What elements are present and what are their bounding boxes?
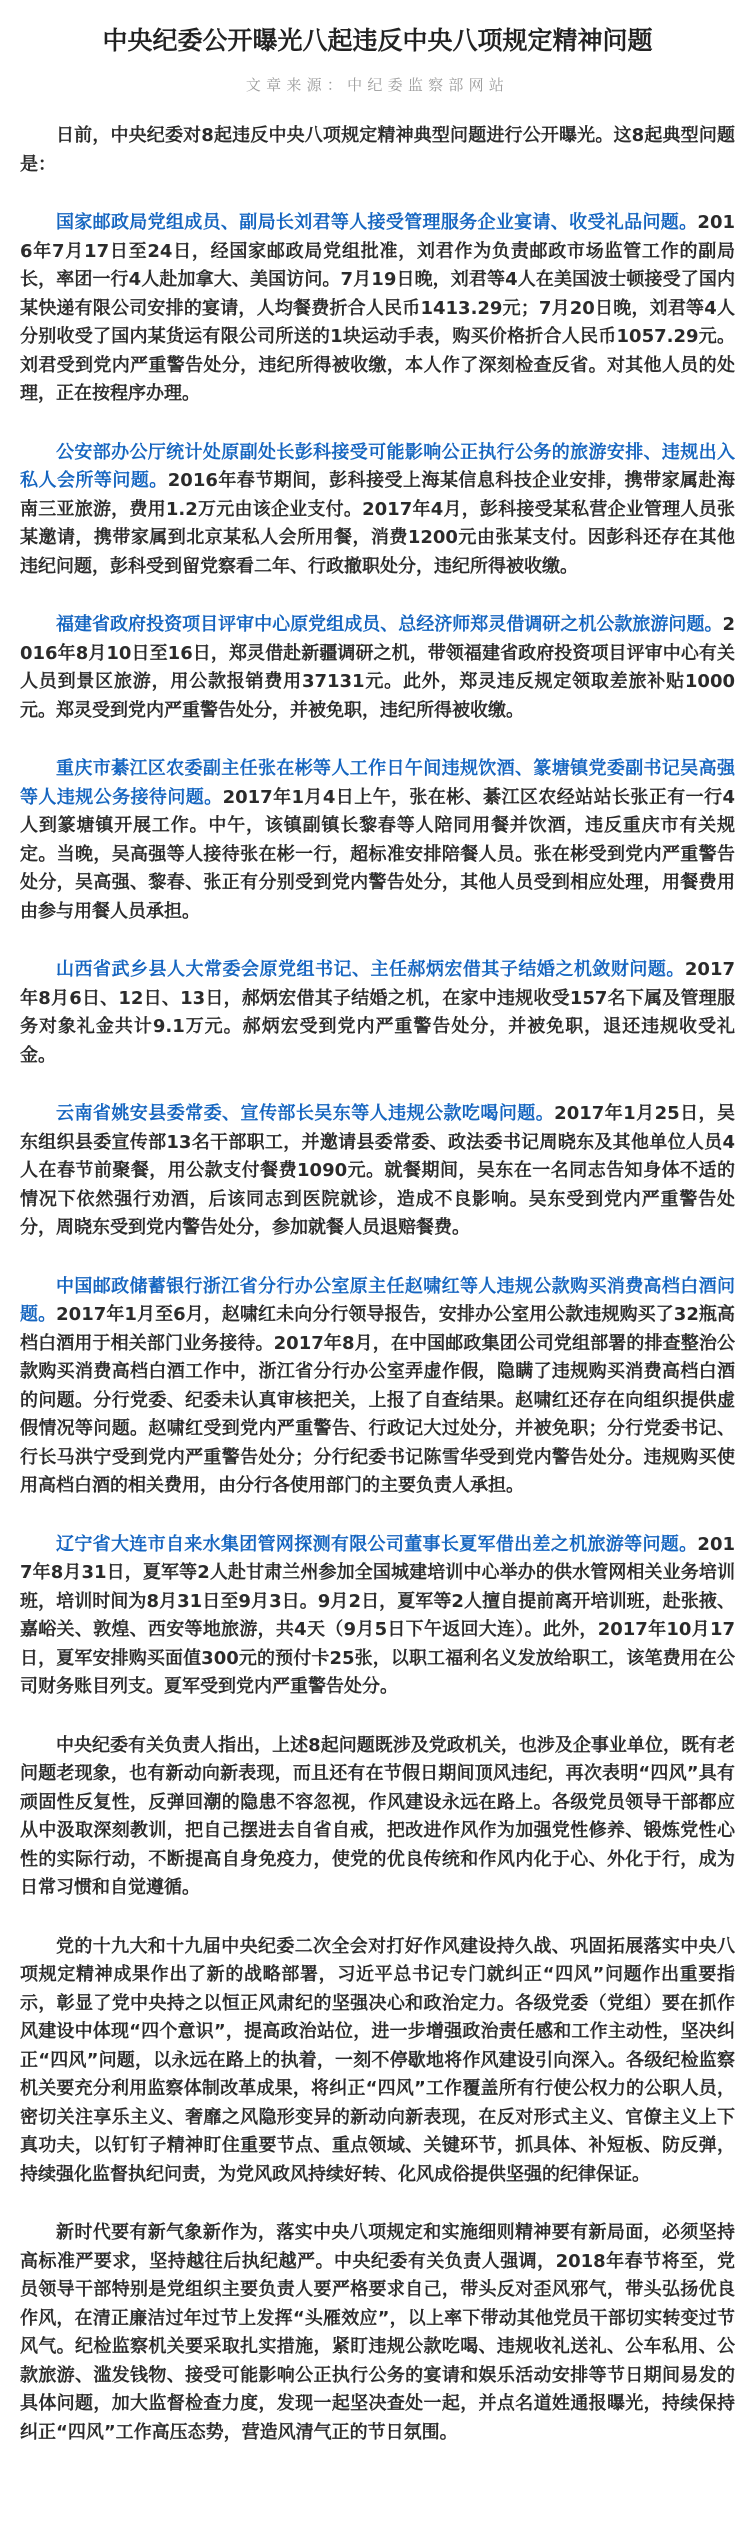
closing-paragraph: 党的十九大和十九届中央纪委二次全会对打好作风建设持久战、巩固拓展落实中央八项规定精神成果作出了新的战略部署，习近平总书记专门就纠正“四风”问题作出重要指示，彰显了党中央持之以恒正风肃纪的坚强决心和政治定力。各级党委（党组）要在抓作风建设中体现“四个意识”，提高政治站位，进一步增强政治责任感和工作主动性，坚决纠正“四风”问题，以永远在路上的执着，一刻不停歇地将作风建设引向深入。各级纪检监察机关要充分利用监察体制改革成果，将纠正“四风”工作覆盖所有行使公权力的公职人员，密切关注享乐主义、奢靡之风隐形变异的新动向新表现，在反对形式主义、官僚主义上下真功夫，以钉钉子精神盯住重要节点、重点领域、关键环节，抓具体、补短板、防反弹，持续强化监督执纪问责，为党风政风持续好转、化风成俗提供坚强的纪律保证。 bbox=[20, 1935, 735, 2185]
case-paragraph bbox=[20, 439, 735, 582]
case-3-body: 2016年8月10日至16日，郑灵借赴新疆调研之机，带领福建省政府投资项目评审中心有关人员到景区旅游，用公款报销费用37131元。此外，郑灵违反规定领取差旅补贴1000元。郑灵受到党内严重警告处分，并被免职，违纪所得被收缴。 bbox=[20, 614, 735, 721]
case-paragraph bbox=[20, 755, 735, 926]
article-source: 文章来源：中纪委监察部网站 bbox=[245, 76, 510, 94]
case-3-lead: 福建省政府投资项目评审中心原党组成员、总经济师郑灵借调研之机公款旅游问题。 bbox=[56, 614, 723, 635]
case-7-lead: 中国邮政储蓄银行浙江省分行办公室原主任赵啸红等人违规公款购买消费高档白酒问题。 bbox=[20, 1275, 735, 1325]
case-7-body: 2017年1月至6月，赵啸红未向分行领导报告，安排办公室用公款违规购买了32瓶高档白酒用于相关部门业务接待。2017年8月，在中国邮政集团公司党组部署的排查整治公款购买消费高档白酒工作中，浙江省分行办公室弄虚作假，隐瞒了违规购买消费高档白酒的问题。分行党委、纪委未认真审核把关，上报了自查结果。赵啸红还存在向组织提供虚假情况等问题。赵啸红受到党内严重警告、行政记大过处分，并被免职；分行党委书记、行长马洪宁受到党内严重警告处分；分行纪委书记陈雪华受到党内警告处分。违规购买使用高档白酒的相关费用，由分行各使用部门的主要负责人承担。 bbox=[20, 1304, 735, 1496]
case-2-body: 2016年春节期间，彭科接受上海某信息科技企业安排，携带家属赴海南三亚旅游，费用1.2万元由该企业支付。2017年4月，彭科接受某私营企业管理人员张某邀请，携带家属到北京某私人会所用餐，消费1200元由张某支付。因彭科还存在其他违纪问题，彭科受到留党察看二年、行政撤职处分，违纪所得被收缴。 bbox=[20, 470, 735, 577]
case-1-lead: 国家邮政局党组成员、副局长刘君等人接受管理服务企业宴请、收受礼品问题。 bbox=[56, 212, 698, 233]
case-paragraph bbox=[20, 209, 735, 409]
case-4-body: 2017年1月4日上午，张在彬、綦江区农经站站长张正有一行4人到篆塘镇开展工作。中午，该镇副镇长黎春等人陪同用餐并饮酒，违反重庆市有关规定。当晚，吴高强等人接待张在彬一行，超标准安排陪餐人员。张在彬受到党内严重警告处分，吴高强、黎春、张正有分别受到党内警告处分，其他人员受到相应处理，用餐费用由参与用餐人员承担。 bbox=[20, 786, 736, 922]
case-6-body: 2017年1月25日，吴东组织县委宣传部13名干部职工，并邀请县委常委、政法委书记周晓东及其他单位人员4人在春节前聚餐，用公款支付餐费1090元。就餐期间，吴东在一名同志告知身体不适的情况下依然强行劝酒，后该同志到医院就诊，造成不良影响。吴东受到党内严重警告处分，周晓东受到党内警告处分，参加就餐人员退赔餐费。 bbox=[20, 1103, 735, 1238]
case-paragraph bbox=[20, 956, 735, 1070]
case-5-lead: 山西省武乡县人大常委会原党组书记、主任郝炳宏借其子结婚之机敛财问题。 bbox=[56, 959, 685, 980]
case-5-body: 2017年8月6日、12日、13日，郝炳宏借其子结婚之机，在家中违规收受157名下属及管理服务对象礼金共计9.1万元。郝炳宏受到党内严重警告处分，并被免职，退还违规收受礼金。 bbox=[20, 959, 735, 1066]
case-2-lead: 公安部办公厅统计处原副处长彭科接受可能影响公正执行公务的旅游安排、违规出入私人会所等问题。 bbox=[20, 441, 735, 491]
case-paragraph bbox=[20, 1100, 735, 1243]
case-8-lead: 辽宁省大连市自来水集团管网探测有限公司董事长夏军借出差之机旅游等问题。 bbox=[56, 1533, 698, 1555]
case-8-body: 2017年8月31日，夏军等2人赴甘肃兰州参加全国城建培训中心举办的供水管网相关业务培训班，培训时间为8月31日至9月3日。9月2日，夏军等2人擅自提前离开培训班，赴张掖、嘉峪关、敦煌、西安等地旅游，共4天（9月5日下午返回大连）。此外，2017年10月17日，夏军安排购买面值300元的预付卡25张，以职工福利名义发放给职工，该笔费用在公司财务账目列支。夏军受到党内严重警告处分。 bbox=[20, 1533, 735, 1697]
closing-paragraph: 新时代要有新气象新作为，落实中央八项规定和实施细则精神要有新局面，必须坚持高标准严要求，坚持越往后执纪越严。中央纪委有关负责人强调，2018年春节将至，党员领导干部特别是党组织主要负责人要严格要求自己，带头反对歪风邪气，带头弘扬优良作风，在清正廉洁过年过节上发挥“头雁效应”，以上率下带动其他党员干部切实转变过节风气。纪检监察机关要采取扎实措施，紧盯违规公款吃喝、违规收礼送礼、公车私用、公款旅游、滥发钱物、接受可能影响公正执行公务的宴请和娱乐活动安排等节日期间易发的具体问题，加大监督检查力度，发现一起坚决查处一起，并点名道姓通报曝光，持续保持纠正“四风”工作高压态势，营造风清气正的节日氛围。 bbox=[20, 2222, 735, 2443]
case-4-lead: 重庆市綦江区农委副主任张在彬等人工作日午间违规饮酒、篆塘镇党委副书记吴高强等人违规公务接待问题。 bbox=[20, 758, 735, 808]
case-6-lead: 云南省姚安县委常委、宣传部长吴东等人违规公款吃喝问题。 bbox=[56, 1103, 555, 1124]
case-paragraph bbox=[20, 1273, 735, 1501]
intro-paragraph: 日前，中央纪委对8起违反中央八项规定精神典型问题进行公开曝光。这8起典型问题是： bbox=[20, 125, 735, 175]
case-paragraph bbox=[20, 611, 735, 725]
case-paragraph bbox=[20, 1531, 735, 1702]
closing-paragraph: 中央纪委有关负责人指出，上述8起问题既涉及党政机关，也涉及企事业单位，既有老问题老现象，也有新动向新表现，而且还有在节假日期间顶风违纪，再次表明“四风”具有顽固性反复性，反弹回潮的隐患不容忽视，作风建设永远在路上。各级党员领导干部都应从中汲取深刻教训，把自己摆进去自省自戒，把改进作风作为加强党性修养、锻炼党性心性的实际行动，不断提高自身免疫力，使党的优良传统和作风内化于心、外化于行，成为日常习惯和自觉遵循。 bbox=[20, 1734, 735, 1898]
page-title: 中央纪委公开曝光八起违反中央八项规定精神问题 bbox=[102, 26, 653, 55]
case-1-body: 2016年7月17日至24日，经国家邮政局党组批准，刘君作为负责邮政市场监管工作的副局长，率团一行4人赴加拿大、美国访问。7月19日晚，刘君等4人在美国波士顿接受了国内某快递有限公司安排的宴请，人均餐费折合人民币1413.29元；7月20日晚，刘君等4人分别收受了国内某货运有限公司所送的1块运动手表，购买价格折合人民币1057.29元。刘君受到党内严重警告处分，违纪所得被收缴，本人作了深刻检查反省。对其他人员的处理，正在按程序办理。 bbox=[20, 212, 735, 404]
